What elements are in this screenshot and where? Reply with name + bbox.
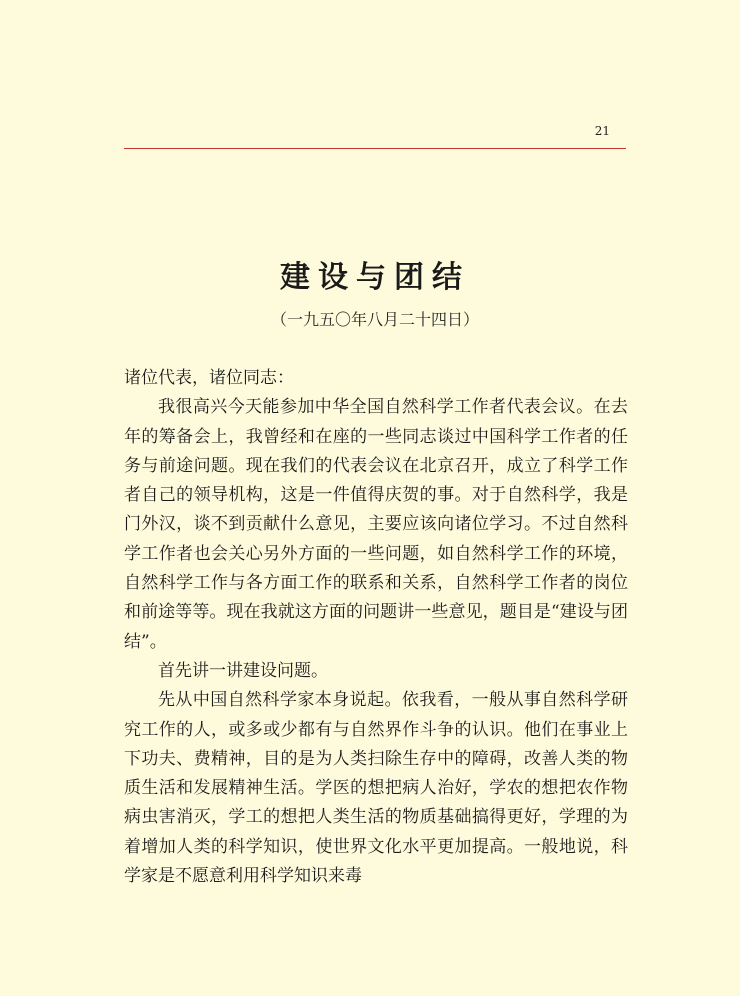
paragraph: 首先讲一讲建设问题。 <box>158 660 328 681</box>
paragraph: 我很高兴今天能参加中华全国自然科学工作者代表会议。在去年的筹备会上，我曾经和在座的一些同志谈过中国科学工作者的任务与前途问题。现在我们的代表会议在北京召开，成立了科学工作者自己的领导机构，这是一件值得庆贺的事。对于自然科学，我是门外汉，谈不到贡献什么意见，主要应该向诸位学习。不过自然科学工作者也会关心另外方面的一些问题，如自然科学工作的环境，自然科学工作与各方面工作的联系和关系，自然科学工作者的岗位和前途等等。现在我就这方面的问题讲一些意见，题目是“建设与团结”。 <box>124 397 628 652</box>
page-number: 21 <box>594 124 610 138</box>
header-rule <box>124 148 626 149</box>
paragraph: 先从中国自然科学家本身说起。依我看，一般从事自然科学研究工作的人，或多或少都有与自然界作斗争的认识。他们在事业上下功夫、费精神，目的是为人类扫除生存中的障碍，改善人类的物质生活和发展精神生活。学医的想把病人治好，学农的想把农作物病虫害消灭，学工的想把人类生活的物质基础搞得更好，学理的为着增加人类的科学知识，使世界文化水平更加提高。一般地说，科学家是不愿意利用科学知识来毒 <box>124 690 628 887</box>
article-body <box>124 364 628 891</box>
article-title: 建设与团结 <box>280 260 470 295</box>
article-date: （一九五〇年八月二十四日） <box>270 310 479 329</box>
salutation: 诸位代表，诸位同志： <box>124 368 294 388</box>
